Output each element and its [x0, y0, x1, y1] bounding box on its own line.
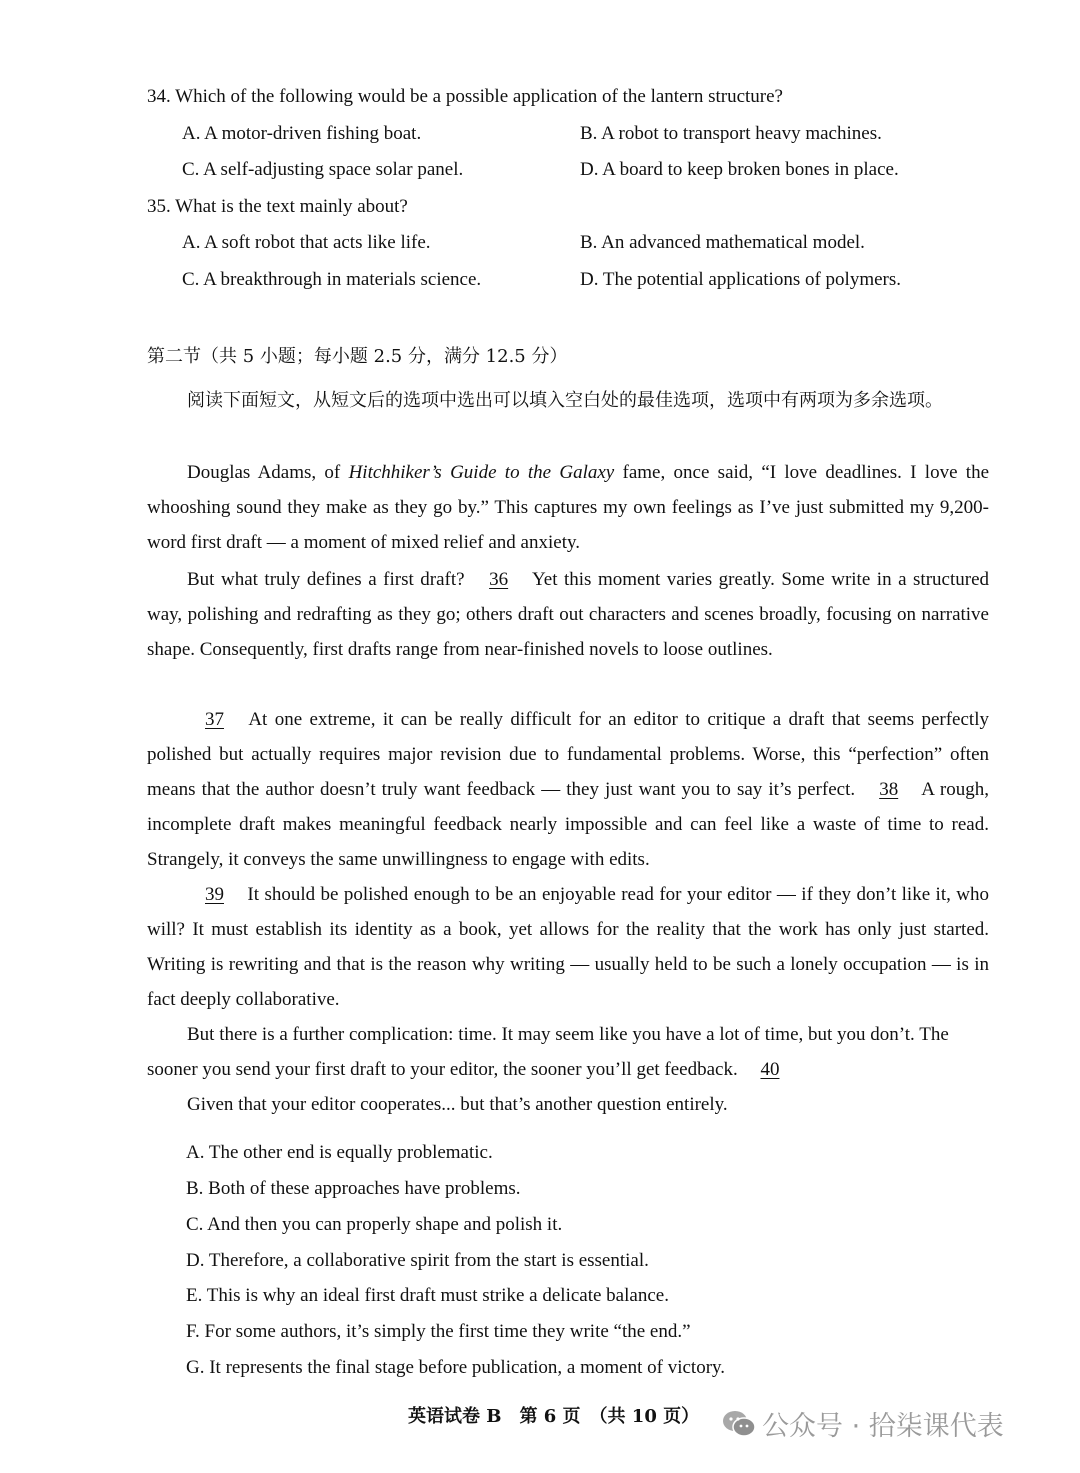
choice-e: E. This is why an ideal first draft must strike a delicate balance.: [186, 1285, 669, 1306]
watermark: [722, 1404, 1004, 1443]
p5-text: But there is a further complication: time. It may seem like you have a lot of time, but you don’t. The sooner you send your first draft to your editor, the sooner you’ll get feedback.: [147, 1024, 949, 1080]
blank-39: [187, 877, 242, 912]
q34-option-b: B. A robot to transport heavy machines.: [580, 123, 882, 144]
choice-c: C. And then you can properly shape and polish it.: [186, 1214, 563, 1235]
choice-b: B. Both of these approaches have problems.: [186, 1178, 521, 1199]
blank-39-number: 39: [205, 884, 224, 905]
q34-option-d: D. A board to keep broken bones in place.: [580, 159, 899, 180]
blank-38-number: 38: [879, 779, 899, 800]
p3-text-b: A rough, incomplete draft makes meaningful feedback nearly impossible and can feel like a waste of time to read. Strangely, it conveys the same unwillingness to engage with edits.: [147, 779, 990, 870]
p4-text: It should be polished enough to be an enjoyable read for your editor — if they don’t like it, who will? It must establish its identity as a book, yet allows for the reality that the work has only just started. Writing is rewriting and that is the reason why writing — usually held to be such a lonely occupation — is in fact deeply collaborative.: [147, 884, 990, 1010]
question-35-stem: 35. What is the text mainly about?: [147, 196, 408, 217]
choice-d: D. Therefore, a collaborative spirit from the start is essential.: [186, 1250, 649, 1271]
p2-text-b: Yet this moment varies greatly. Some write in a structured way, polishing and redrafting as they go; others draft out characters and scenes broadly, focusing on narrative shape. Consequently, first drafts range from near-finished novels to loose outlines.: [147, 569, 990, 660]
section-instruction: [147, 382, 989, 419]
blank-36: [471, 562, 526, 597]
blank-37-number: 37: [205, 709, 224, 730]
blank-40-number: 40: [760, 1059, 780, 1080]
choice-a: A. The other end is equally problematic.: [186, 1142, 493, 1163]
q34-option-a: A. A motor-driven fishing boat.: [182, 123, 422, 144]
watermark-text: 公众号 · 拾柒课代表: [762, 1411, 1004, 1442]
section-heading: 第二节（共 5 小题；每小题 2.5 分，满分 12.5 分）: [147, 346, 568, 367]
choice-g: G. It represents the final stage before publication, a moment of victory.: [186, 1357, 726, 1378]
instruction-text: 阅读下面短文，从短文后的选项中选出可以填入空白处的最佳选项，选项中有两项为多余选项。: [187, 390, 943, 411]
p6-text: Given that your editor cooperates... but that’s another question entirely.: [187, 1094, 728, 1115]
p1-text-b: fame, once said, “I love deadlines. I love the whooshing sound they make as they go by.” This captures my own feelings as I’ve just submitted my 9,200-word first draft — a moment of mixed relief and anxiety.: [147, 462, 989, 553]
page-footer: 英语试卷 B 第 6 页 （共 10 页）: [408, 1406, 700, 1427]
q35-option-b: B. An advanced mathematical model.: [580, 232, 865, 253]
p2-text-a: But what truly defines a first draft?: [187, 569, 465, 590]
passage-paragraph-2: [147, 562, 989, 667]
q34-option-c: C. A self-adjusting space solar panel.: [182, 159, 464, 180]
passage-paragraph-4: [147, 877, 989, 1017]
book-title: Hitchhiker’s Guide to the Galaxy: [348, 462, 615, 483]
passage-paragraph-1: [147, 455, 989, 560]
wechat-icon: [722, 1409, 756, 1439]
choice-f: F. For some authors, it’s simply the first time they write “the end.”: [186, 1321, 691, 1342]
blank-40: [742, 1052, 797, 1087]
blank-38: [861, 772, 916, 807]
p1-text-a: Douglas Adams, of: [187, 462, 349, 483]
p3-text-a: At one extreme, it can be really difficult for an editor to critique a draft that seems perfectly polished but actually requires major revision due to fundamental problems. Worse, this “perfection” often means that the author doesn’t truly want feedback — they just want you to say it’s perfect.: [147, 709, 989, 800]
question-34-stem: 34. Which of the following would be a possible application of the lantern structure?: [147, 86, 783, 107]
passage-paragraph-6: [147, 1087, 989, 1122]
passage-paragraph-5: [147, 1017, 989, 1087]
passage-paragraph-3: [147, 702, 989, 877]
q35-option-a: A. A soft robot that acts like life.: [182, 232, 431, 253]
blank-37: [187, 702, 242, 737]
q35-option-d: D. The potential applications of polymers.: [580, 269, 901, 290]
blank-36-number: 36: [489, 569, 509, 590]
q35-option-c: C. A breakthrough in materials science.: [182, 269, 482, 290]
